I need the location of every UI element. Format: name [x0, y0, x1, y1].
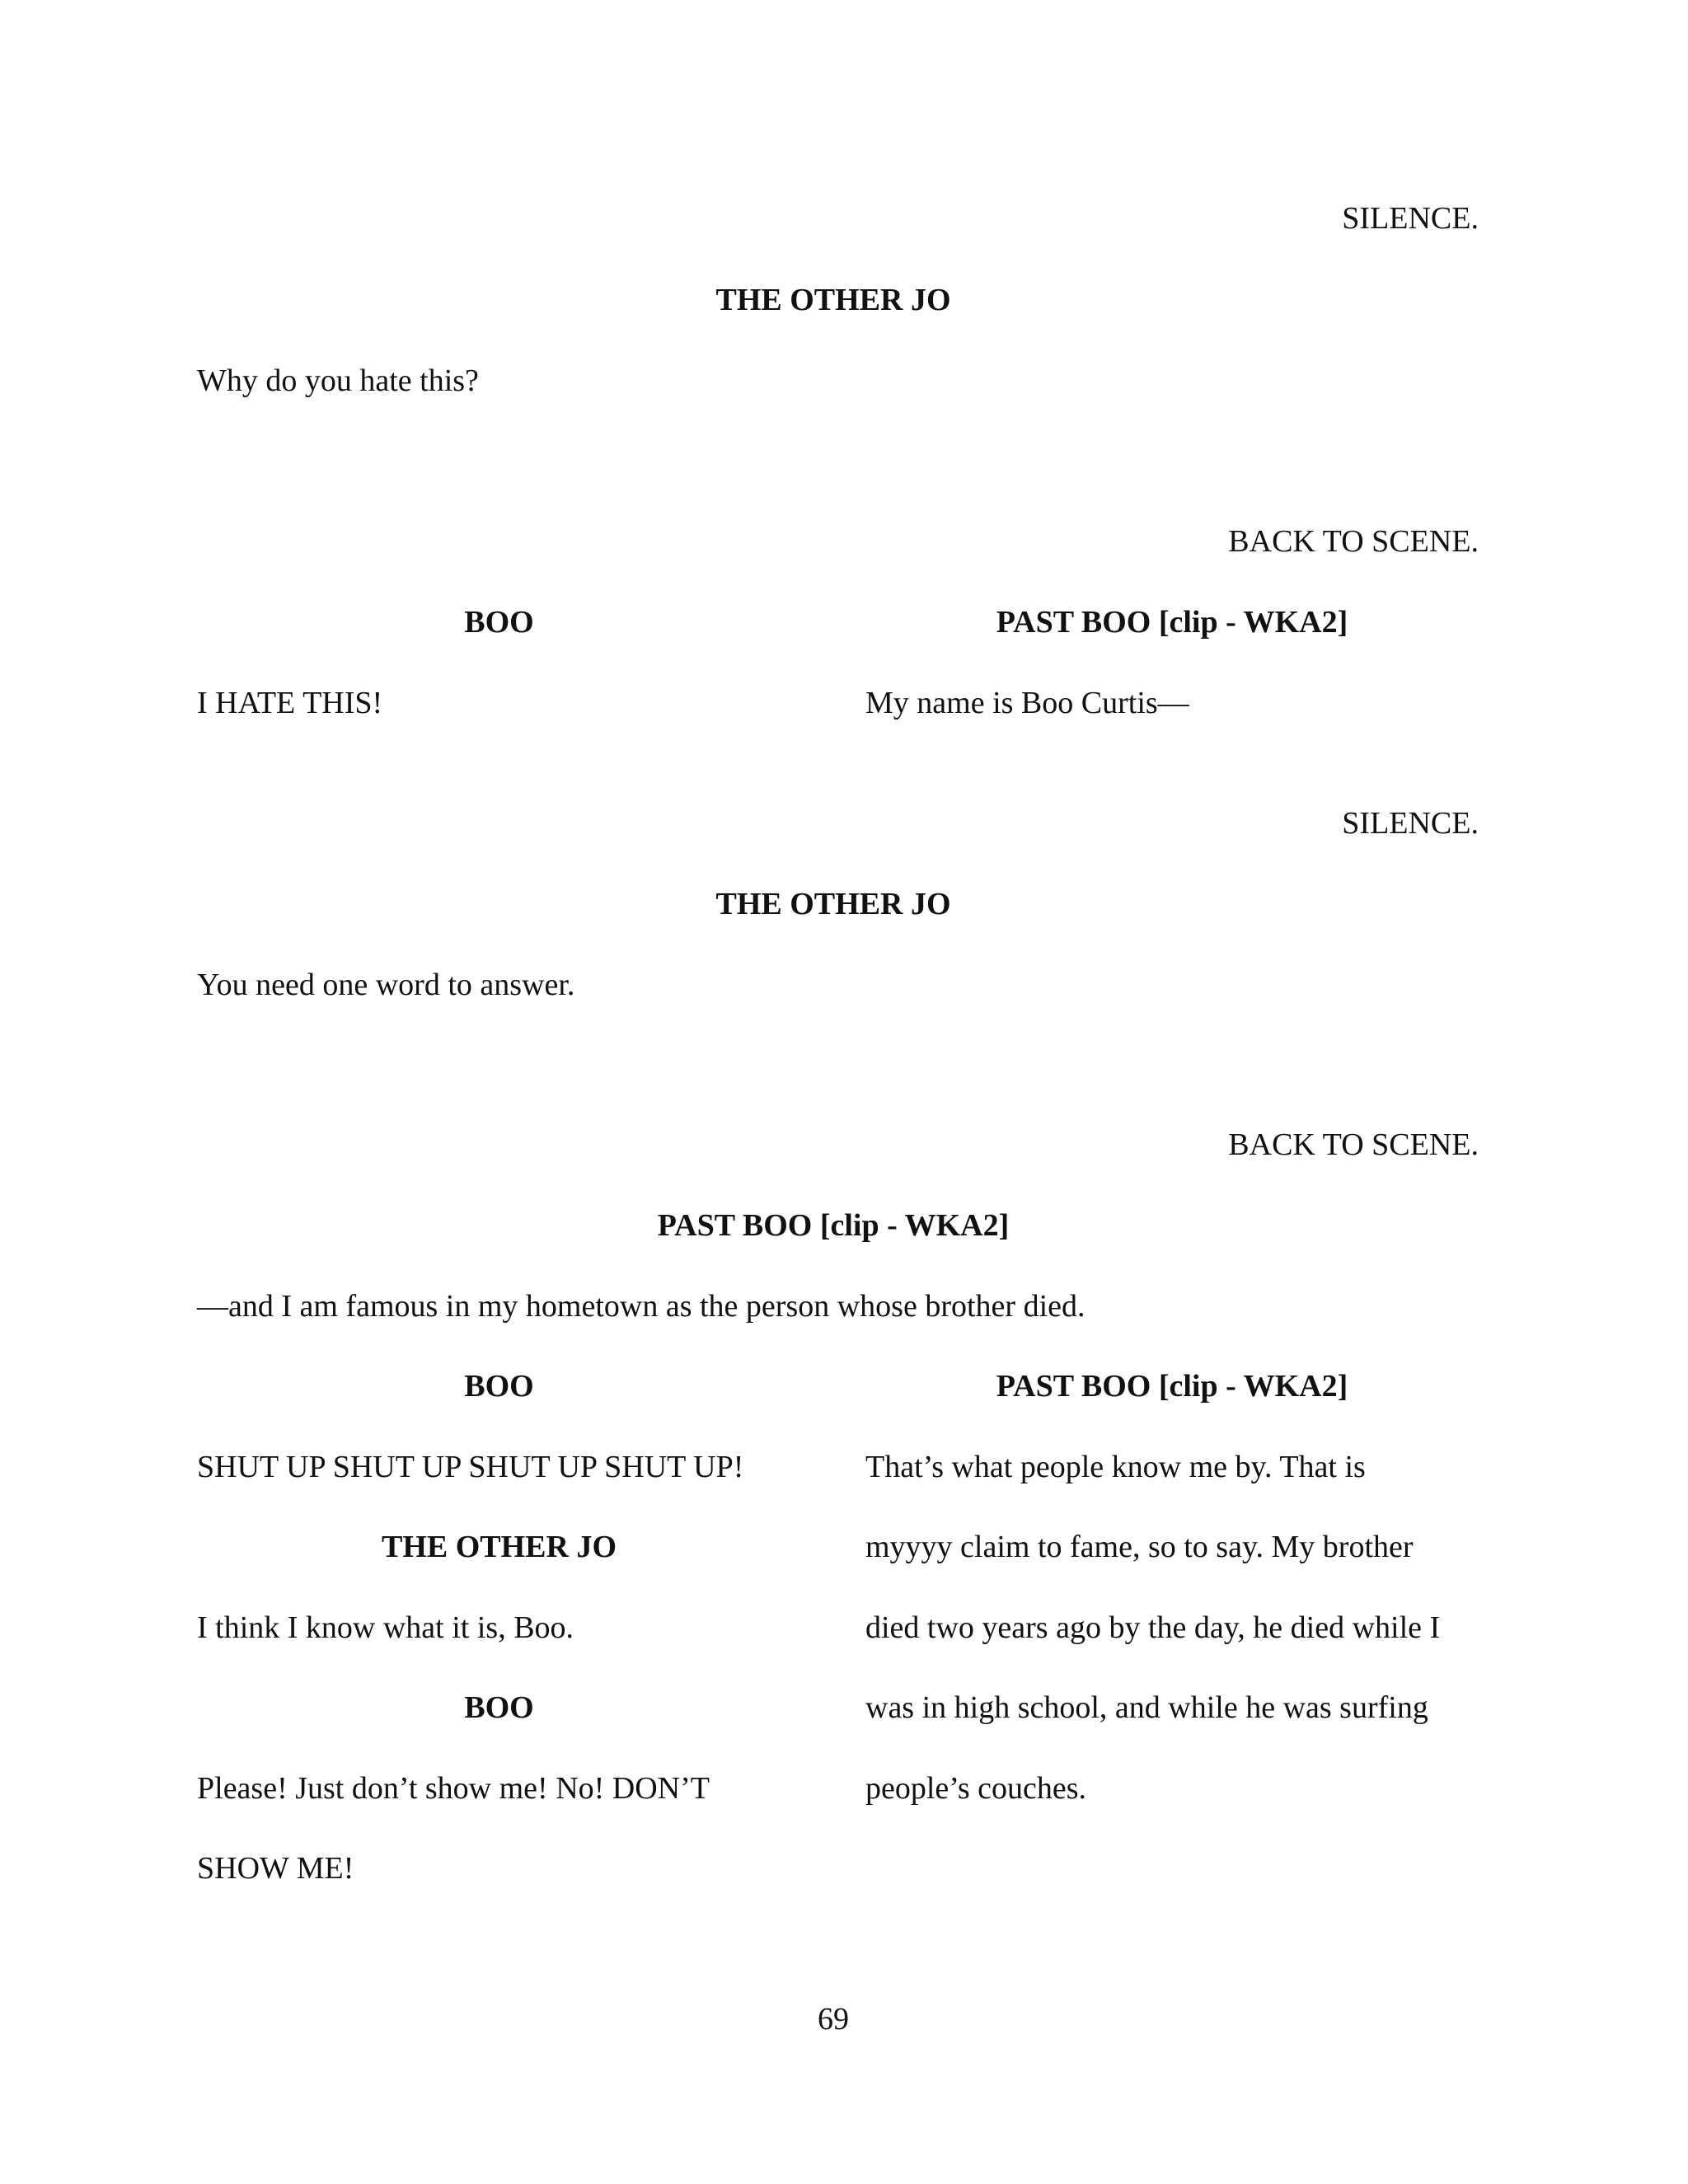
- page-number: 69: [818, 2002, 849, 2036]
- character-name-past-boo: PAST BOO [clip - WKA2]: [996, 1369, 1348, 1404]
- transition-back-to-scene: BACK TO SCENE.: [1228, 1127, 1479, 1162]
- dialogue-line: Why do you hate this?: [197, 363, 479, 398]
- dialogue-line: people’s couches.: [865, 1771, 1087, 1806]
- dialogue-line: My name is Boo Curtis—: [865, 686, 1189, 720]
- transition-back-to-scene: BACK TO SCENE.: [1228, 524, 1479, 559]
- character-name-the-other-jo: THE OTHER JO: [381, 1530, 617, 1564]
- character-name-past-boo: PAST BOO [clip - WKA2]: [657, 1208, 1010, 1243]
- dialogue-line: That’s what people know me by. That is: [865, 1450, 1366, 1484]
- dialogue-line: myyyy claim to fame, so to say. My brother: [865, 1530, 1414, 1564]
- dialogue-line: SHUT UP SHUT UP SHUT UP SHUT UP!: [197, 1450, 744, 1484]
- character-name-boo: BOO: [464, 1690, 534, 1725]
- dialogue-line: You need one word to answer.: [197, 968, 575, 1002]
- transition-silence: SILENCE.: [1342, 806, 1479, 841]
- character-name-the-other-jo: THE OTHER JO: [715, 887, 951, 921]
- character-name-boo: BOO: [464, 1369, 534, 1404]
- dialogue-line: was in high school, and while he was surfing: [865, 1690, 1428, 1725]
- dialogue-line: SHOW ME!: [197, 1851, 354, 1886]
- dialogue-line: Please! Just don’t show me! No! DON’T: [197, 1771, 710, 1806]
- dialogue-line: died two years ago by the day, he died while I: [865, 1610, 1441, 1645]
- character-name-past-boo: PAST BOO [clip - WKA2]: [996, 605, 1348, 640]
- transition-silence: SILENCE.: [1342, 201, 1479, 236]
- character-name-boo: BOO: [464, 605, 534, 640]
- character-name-the-other-jo: THE OTHER JO: [715, 283, 951, 317]
- dialogue-line: I think I know what it is, Boo.: [197, 1610, 574, 1645]
- dialogue-line: I HATE THIS!: [197, 686, 383, 720]
- dialogue-line: —and I am famous in my hometown as the person whose brother died.: [197, 1289, 1085, 1324]
